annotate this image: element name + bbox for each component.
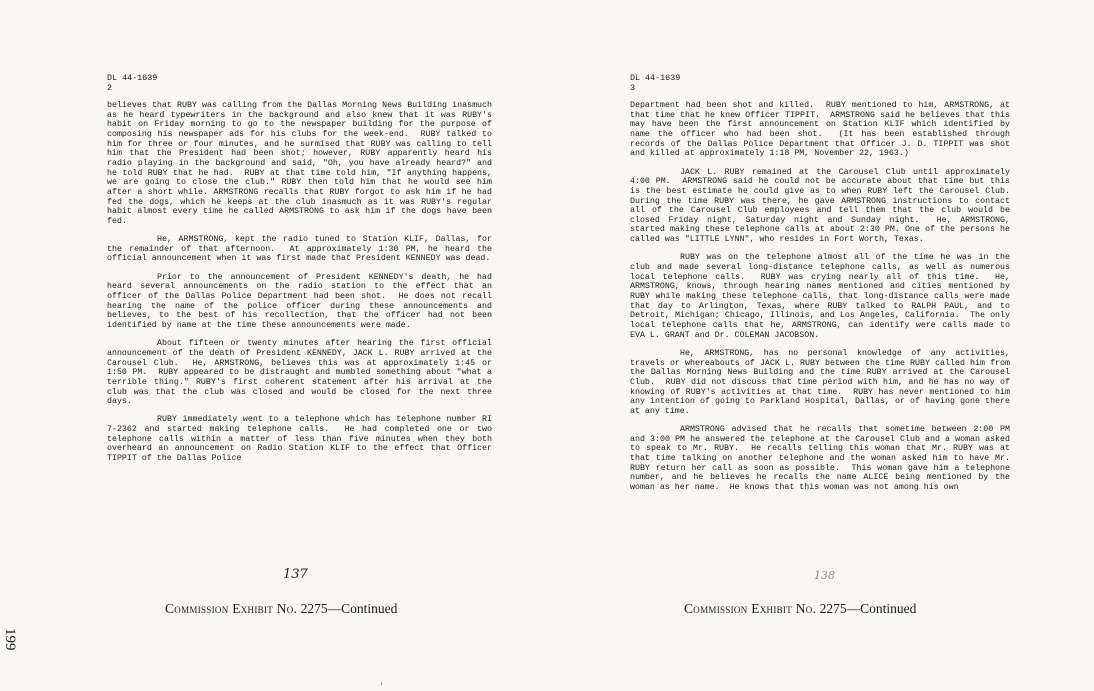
caption-prefix: Commission Exhibit No. — [165, 601, 298, 616]
left-page-header — [107, 74, 157, 93]
file-number: DL 44-1639 — [107, 73, 158, 83]
paragraph: RUBY was on the telephone almost all of the time he was in the club and made several long-distance telephone calls, as well as numerous local telephone calls. RUBY was crying nearly all of this time. He, ARMSTRONG, knows, through hearing names mentioned and cities mentioned by RUBY while making these telephone calls, that long-distance calls were made that day to Arlington, Texas, where RUBY talked to RALPH PAUL, and to Detroit, Michigan; Chicago, Illinois, and Los Angeles, California. The only local telephone calls that he, ARMSTRONG, can identify were calls made to EVA L. GRANT and Dr. COLEMAN JACOBSON. — [630, 253, 1015, 340]
paragraph: About fifteen or twenty minutes after hearing the first official announcement of the death of President KENNEDY, JACK L. RUBY arrived at the Carousel Club. He, ARMSTRONG, believes this was at approximately 1:45 or 1:50 PM. RUBY appeared to be distraught and mumbled something about "what a terrible thing." RUBY's first coherent statement after his arrival at the club was that the club was closed and would be closed for the next three days. — [107, 339, 497, 407]
paragraph: JACK L. RUBY remained at the Carousel Club until approximately 4:00 PM. ARMSTRONG said he could not be accurate about that time but this is the best estimate he could give as to when RUBY left the Carousel Club. During the time RUBY was there, he gave ARMSTRONG instructions to contact all of the Carousel Club employees and tell them that the club would be closed Friday night, Saturday night and Sunday night. He, ARMSTRONG, started making these telephone calls at about 2:30 PM. One of the persons he called was "LITTLE LYNN", who resides in Fort Worth, Texas. — [630, 167, 1020, 245]
caption-number: 2275—Continued — [819, 601, 917, 616]
handwritten-page-number: 138 — [814, 569, 835, 582]
right-page-body — [630, 101, 1020, 501]
left-page-body — [107, 101, 497, 472]
paragraph: believes that RUBY was calling from the Dallas Morning News Building inasmuch as he heard typewriters in the background and also knew that it was RUBY's habit on Friday morning to go to the newspaper building for the purpose of composing his newspaper ads for his clubs for the week-end. RUBY talked to him for three or four minutes, and he surmised that RUBY was calling to tell him that the President had been shot; however, RUBY apparently heard his radio playing in the background and said, "Oh, you have already heard?" and he told RUBY that he had. RUBY at that time told him, "If anything happens, we are going to close the club." RUBY then told him that he would see him after a short while. ARMSTRONG recalls that RUBY forgot to ask him if he had fed the dogs, which he keeps at the club inasmuch as it was RUBY's regular habit almost every time he called ARMSTRONG to ask him if the dogs have been fed. — [107, 101, 497, 226]
page-number: 3 — [630, 82, 636, 93]
page-number: 2 — [107, 82, 113, 93]
exhibit-caption — [684, 601, 916, 617]
caption-number: 2275—Continued — [300, 601, 398, 616]
paragraph: Department had been shot and killed. RUBY mentioned to him, ARMSTRONG, at that time that he knew Officer TIPPIT. ARMSTRONG said he believes that this may have been the first announcement on Station KLIF which identified by name the officer who had been shot. (It has been established through records of the Dallas Police Department that Officer J. D. TIPPIT was shot and killed at approximately 1:18 PM, November 22, 1963.) — [630, 101, 1015, 159]
handwritten-page-number: 137 — [283, 567, 308, 582]
volume-page-number: 199 — [2, 628, 18, 651]
right-page-header — [630, 74, 680, 93]
exhibit-caption — [165, 601, 397, 617]
paragraph: RUBY immediately went to a telephone which has telephone number RI 7-2362 and started making telephone calls. He had completed one or two telephone calls within a matter of less than five minutes when they both overheard an announcement on Radio Station KLIF to the effect that Officer TIPPIT of the Dallas Police — [107, 415, 497, 464]
paragraph: ARMSTRONG advised that he recalls that sometime between 2:00 PM and 3:00 PM he answered the telephone at the Carousel Club and a woman asked to speak to Mr. RUBY. He recalls telling this woman that Mr. RUBY was at that time talking on another telephone and the woman asked him to have Mr. RUBY return her call as soon as possible. This woman gave him a telephone number, and he believes he recalls the name ALICE being mentioned by the woman as her name. He knows that this woman was not among his own — [630, 425, 1015, 492]
paragraph: He, ARMSTRONG, kept the radio tuned to Station KLIF, Dallas, for the remainder of that afternoon. At approximately 1:30 PM, he heard the official announcement when it was first made that President KENNEDY was dead. — [107, 235, 497, 264]
scan-mark — [381, 682, 382, 685]
caption-prefix: Commission Exhibit No. — [684, 601, 817, 616]
file-number: DL 44-1639 — [630, 73, 681, 83]
paragraph: Prior to the announcement of President KENNEDY's death, he had heard several announcements on the radio station to the effect that an officer of the Dallas Police Department had been shot. He does not recall hearing the name of the police officer during these announcements and believes, to the best of his recollection, that the officer had not been identified by name at the time these announcements were made. — [107, 272, 497, 330]
paragraph: He, ARMSTRONG, has no personal knowledge of any activities, travels or whereabouts of JACK L. RUBY between the time RUBY called him from the Dallas Morning News Building and the time RUBY arrived at the Carousel Club. RUBY did not discuss that time period with him, and he has no way of knowing of RUBY's activities at that time. RUBY has never mentioned to him any intention of going to Parkland Hospital, Dallas, or of having gone there at any time. — [630, 348, 1015, 416]
